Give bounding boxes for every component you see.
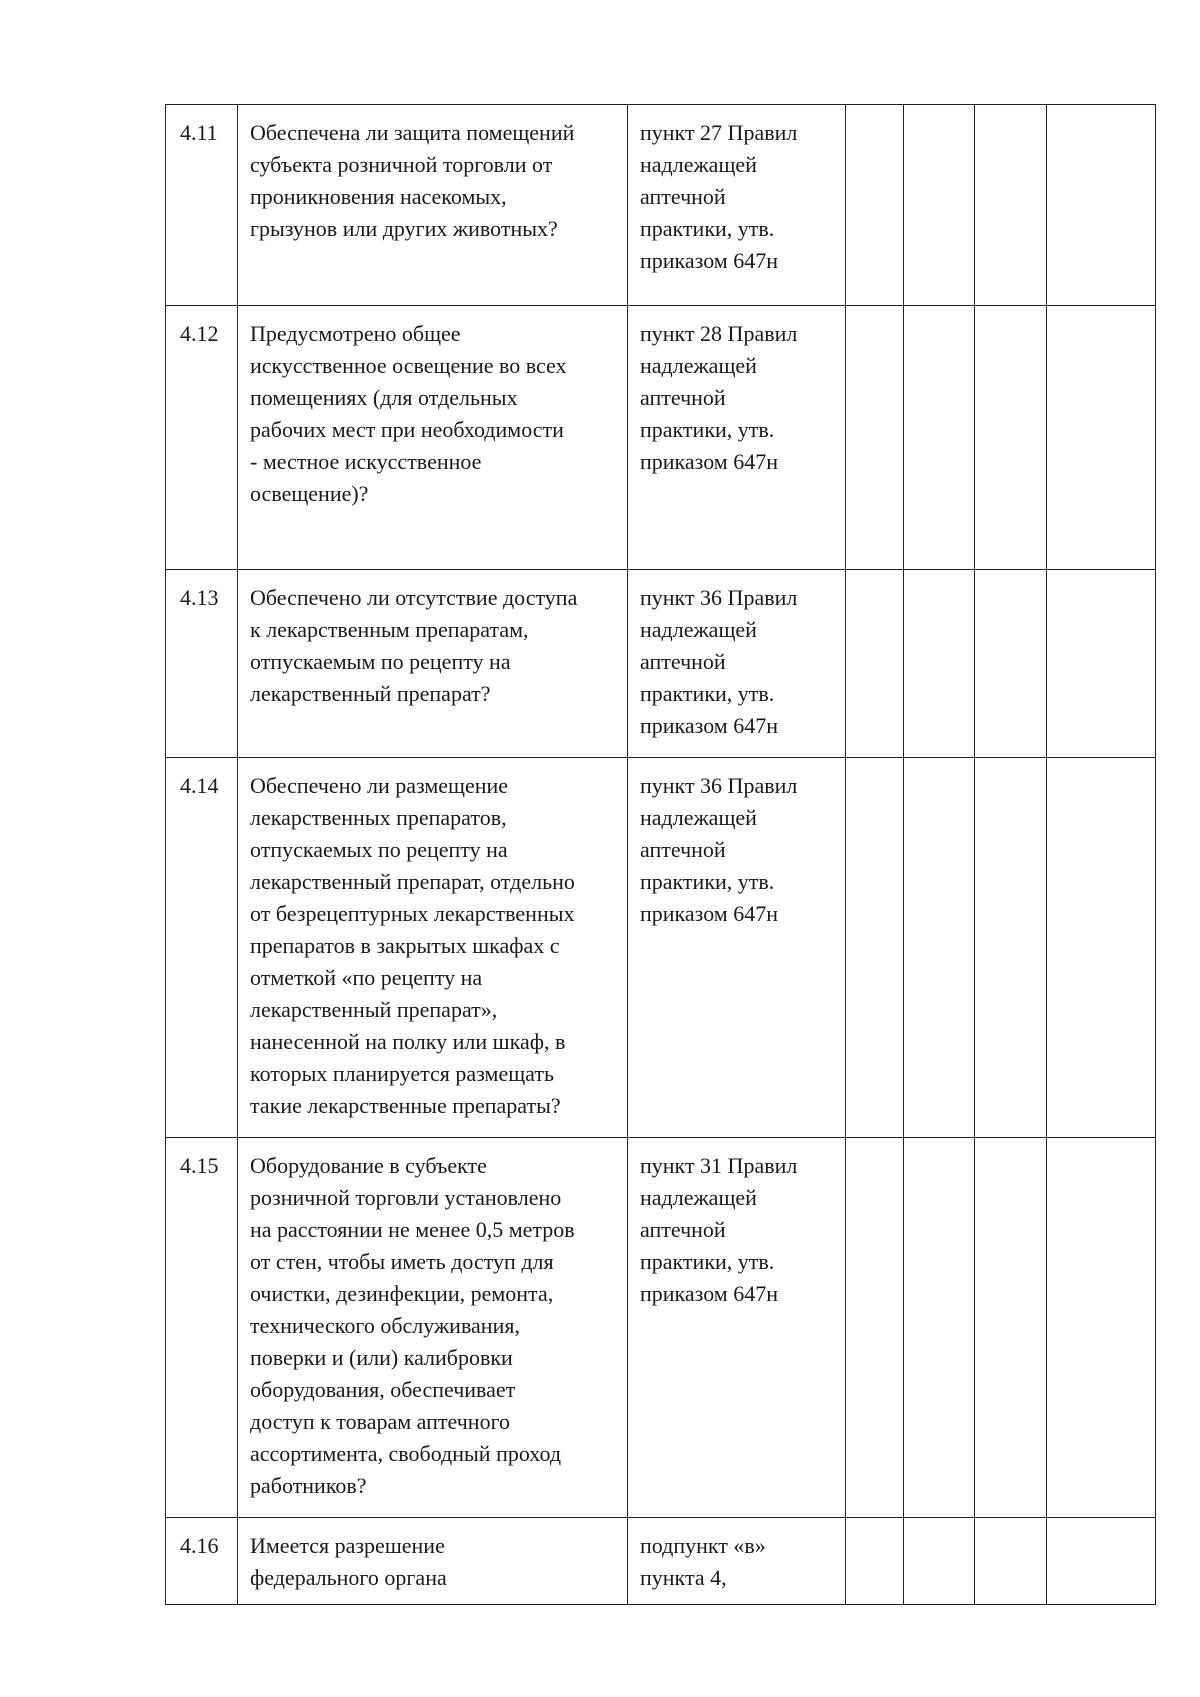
legal-reference: пункт 31 Правил надлежащей аптечной практики, утв. приказом 647н [628, 1138, 846, 1518]
requirement-question: Обеспечено ли отсутствие доступа к лекарственным препаратам, отпускаемым по рецепту на лекарственный препарат? [238, 570, 628, 758]
answer-yes-cell[interactable] [846, 570, 904, 758]
row-number: 4.11 [166, 105, 238, 306]
answer-yes-cell[interactable] [846, 105, 904, 306]
legal-reference: подпункт «в» пункта 4, [628, 1518, 846, 1605]
requirement-question: Обеспечена ли защита помещений субъекта розничной торговли от проникновения насекомых, грызунов или других животных? [238, 105, 628, 306]
answer-na-cell[interactable] [975, 105, 1047, 306]
row-number: 4.12 [166, 306, 238, 570]
answer-yes-cell[interactable] [846, 1518, 904, 1605]
answer-yes-cell[interactable] [846, 758, 904, 1138]
answer-no-cell[interactable] [904, 1518, 975, 1605]
answer-no-cell[interactable] [904, 306, 975, 570]
answer-na-cell[interactable] [975, 1138, 1047, 1518]
table-row [166, 758, 1156, 1138]
answer-no-cell[interactable] [904, 1138, 975, 1518]
table-row [166, 306, 1156, 570]
checklist-table [165, 104, 1156, 1605]
answer-yes-cell[interactable] [846, 1138, 904, 1518]
note-cell[interactable] [1047, 570, 1156, 758]
answer-na-cell[interactable] [975, 1518, 1047, 1605]
requirement-question: Предусмотрено общее искусственное освещение во всех помещениях (для отдельных рабочих мест при необходимости - местное искусственное освещение)? [238, 306, 628, 570]
answer-na-cell[interactable] [975, 306, 1047, 570]
answer-na-cell[interactable] [975, 570, 1047, 758]
note-cell[interactable] [1047, 306, 1156, 570]
answer-na-cell[interactable] [975, 758, 1047, 1138]
note-cell[interactable] [1047, 105, 1156, 306]
table-row [166, 1518, 1156, 1605]
answer-no-cell[interactable] [904, 570, 975, 758]
answer-no-cell[interactable] [904, 758, 975, 1138]
note-cell[interactable] [1047, 758, 1156, 1138]
row-number: 4.13 [166, 570, 238, 758]
row-number: 4.14 [166, 758, 238, 1138]
answer-no-cell[interactable] [904, 105, 975, 306]
requirement-question: Обеспечено ли размещение лекарственных препаратов, отпускаемых по рецепту на лекарственный препарат, отдельно от безрецептурных лекарственных препаратов в закрытых шкафах с отметкой «по рецепту на лекарственный препарат», нанесенной на полку или шкаф, в которых планируется размещать такие лекарственные препараты? [238, 758, 628, 1138]
note-cell[interactable] [1047, 1138, 1156, 1518]
requirement-question: Оборудование в субъекте розничной торговли установлено на расстоянии не менее 0,5 метров от стен, чтобы иметь доступ для очистки, дезинфекции, ремонта, технического обслуживания, поверки и (или) калибровки оборудования, обеспечивает доступ к товарам аптечного ассортимента, свободный проход работников? [238, 1138, 628, 1518]
table-row [166, 105, 1156, 306]
row-number: 4.15 [166, 1138, 238, 1518]
answer-yes-cell[interactable] [846, 306, 904, 570]
note-cell[interactable] [1047, 1518, 1156, 1605]
legal-reference: пункт 36 Правил надлежащей аптечной практики, утв. приказом 647н [628, 758, 846, 1138]
legal-reference: пункт 36 Правил надлежащей аптечной практики, утв. приказом 647н [628, 570, 846, 758]
requirement-question: Имеется разрешение федерального органа [238, 1518, 628, 1605]
legal-reference: пункт 27 Правил надлежащей аптечной практики, утв. приказом 647н [628, 105, 846, 306]
table-row [166, 570, 1156, 758]
legal-reference: пункт 28 Правил надлежащей аптечной практики, утв. приказом 647н [628, 306, 846, 570]
row-number: 4.16 [166, 1518, 238, 1605]
table-row [166, 1138, 1156, 1518]
